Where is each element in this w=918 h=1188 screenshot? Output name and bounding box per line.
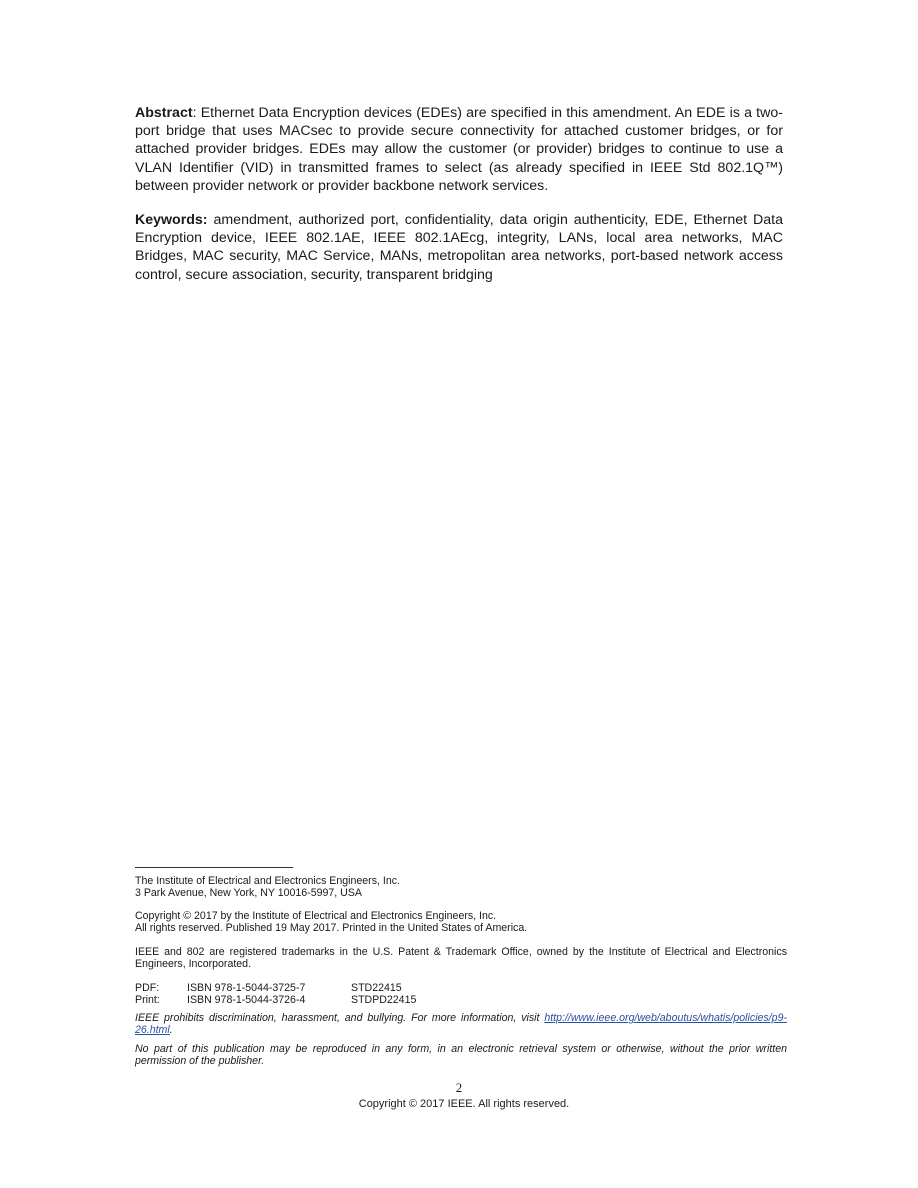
abstract-paragraph [135, 104, 783, 195]
policy-notice [135, 1012, 787, 1037]
copyright-line-1: Copyright © 2017 by the Institute of Electrical and Electronics Engineers, Inc. [135, 910, 497, 922]
keywords-paragraph [135, 211, 783, 284]
reproduction-notice: No part of this publication may be reproduced in any form, in an electronic retrieval system or otherwise, without the prior written permission of the publisher. [135, 1043, 787, 1068]
policy-text: IEEE prohibits discrimination, harassment, and bullying. For more information, visit [135, 1012, 545, 1024]
page-number: 2 [455, 1080, 463, 1095]
copyright-block [135, 910, 787, 935]
policy-link[interactable]: http://www.ieee.org/web/aboutus/whatis/policies/p9-26.html [135, 1012, 787, 1037]
page-footer: Copyright © 2017 IEEE. All rights reserved. [358, 1098, 570, 1110]
publisher-block [135, 875, 787, 900]
isbn-number: ISBN 978-1-5044-3726-4 [187, 994, 306, 1007]
keywords-label: Keywords: [135, 212, 208, 228]
footnote-divider [135, 867, 293, 868]
publisher-name: The Institute of Electrical and Electronics Engineers, Inc. [135, 875, 400, 887]
trademark-notice: IEEE and 802 are registered trademarks in the U.S. Patent & Trademark Office, owned by the Institute of Electrical and Electronics Engineers, Incorporated. [135, 946, 787, 971]
abstract-separator: : [192, 105, 201, 121]
isbn-block [135, 982, 787, 1007]
keywords-text: amendment, authorized port, confidentiality, data origin authenticity, EDE, Ethernet Data Encryption device, IEEE 802.1AE, IEEE 802.1AEcg, integrity, LANs, local area networks, MAC Bridges, MAC security, MAC Service, MANs, metropolitan area networks, port-based network access control, secure association, security, transparent bridging [135, 212, 783, 283]
isbn-format-label: Print: [135, 994, 160, 1007]
isbn-row-print [135, 994, 787, 1006]
isbn-row-pdf [135, 982, 787, 994]
publisher-address: 3 Park Avenue, New York, NY 10016-5997, USA [135, 887, 362, 900]
isbn-product-code: STD22415 [351, 982, 402, 994]
copyright-line-2: All rights reserved. Published 19 May 2017. Printed in the United States of America. [135, 922, 528, 935]
abstract-label: Abstract [135, 105, 193, 121]
isbn-number: ISBN 978-1-5044-3725-7 [187, 982, 306, 994]
policy-end: . [169, 1024, 173, 1037]
isbn-format-label: PDF: [135, 982, 160, 994]
isbn-product-code: STDPD22415 [351, 994, 417, 1007]
abstract-text: Ethernet Data Encryption devices (EDEs) are specified in this amendment. An EDE is a two-port bridge that uses MACsec to provide secure connectivity for attached customer bridges, or for attached provider bridges. EDEs may allow the customer (or provider) bridges to continue to use a VLAN Identifier (VID) in transmitted frames to select (as already specified in IEEE Std 802.1Q™) between provider network or provider backbone network services. [135, 105, 783, 194]
